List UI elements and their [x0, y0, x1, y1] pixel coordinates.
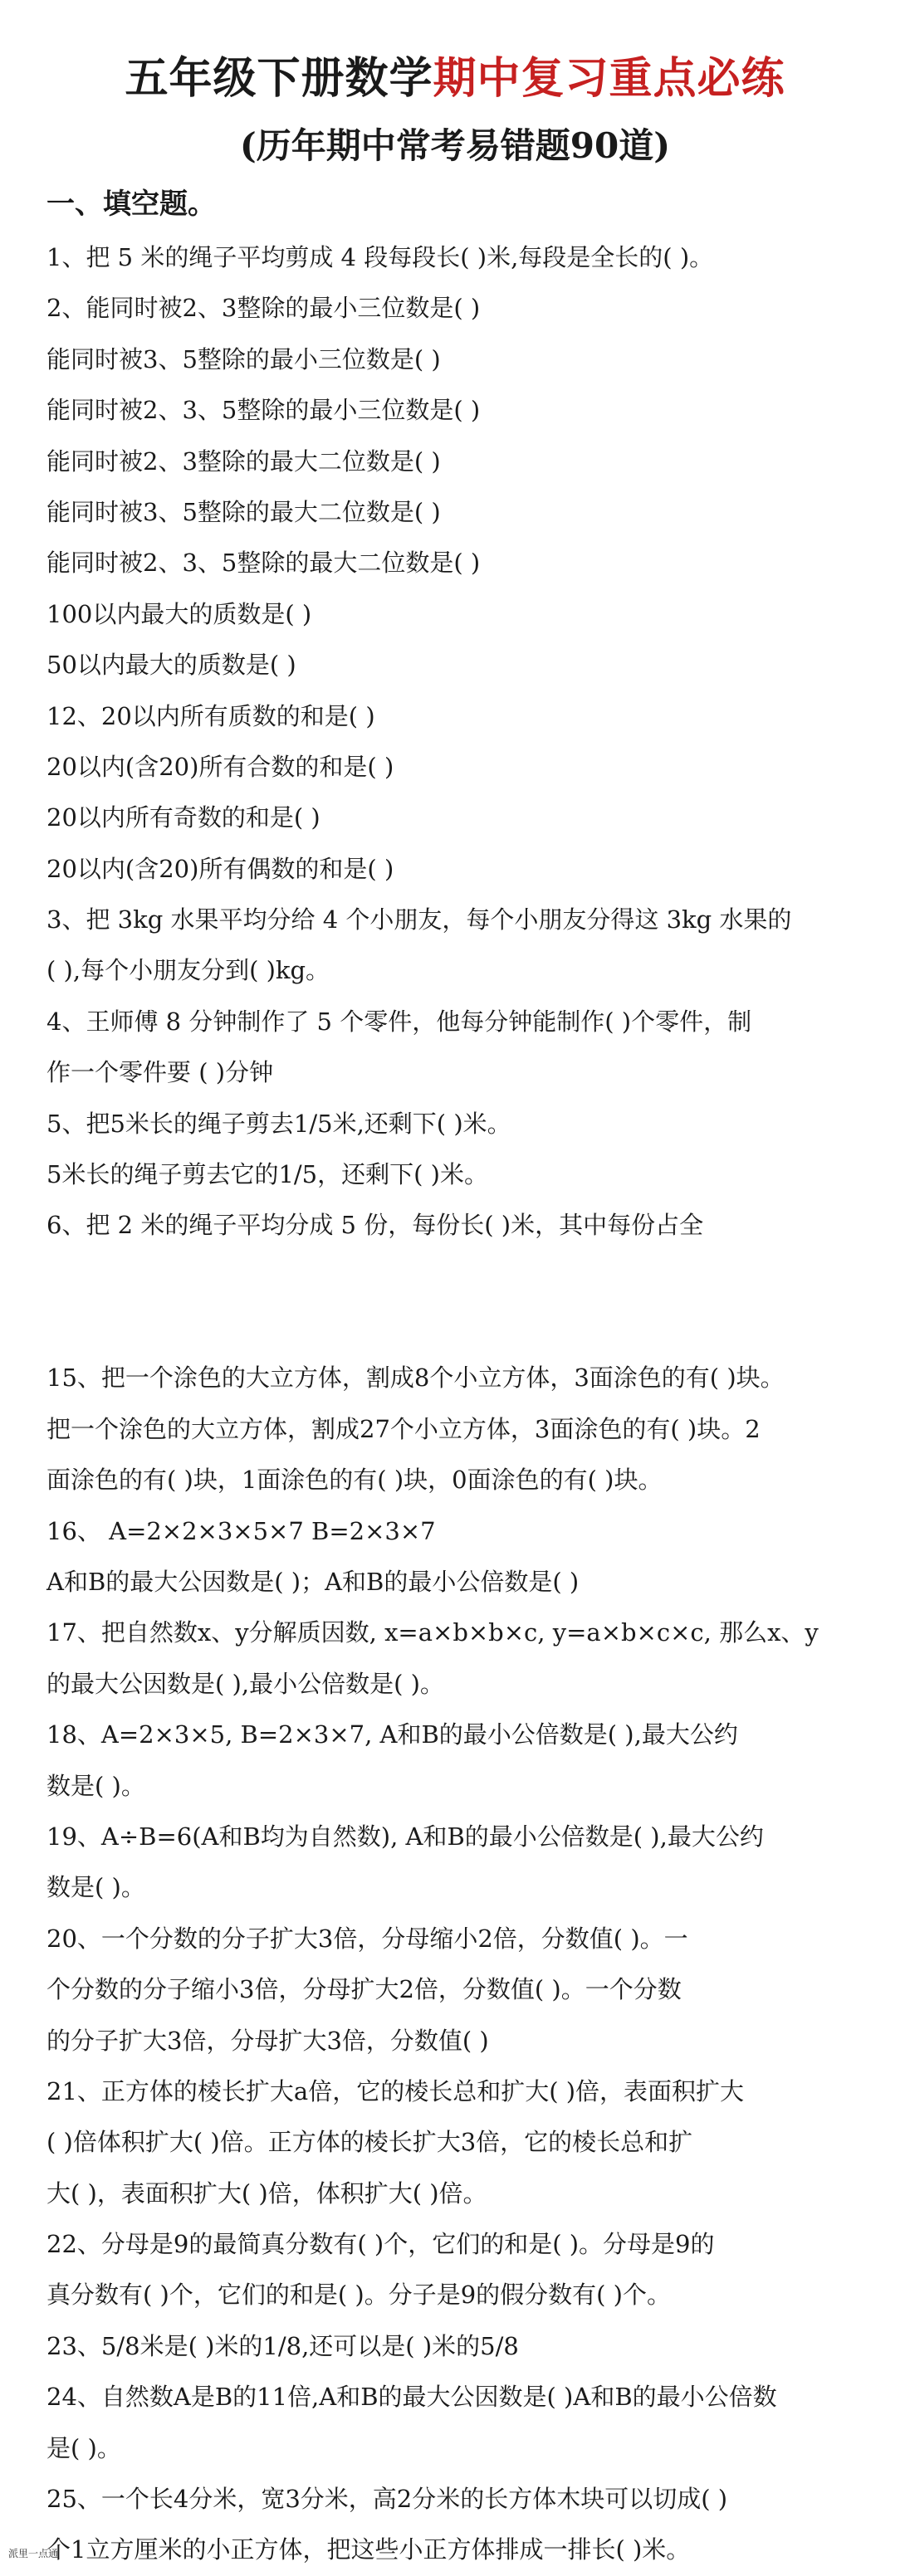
title-part-black: 五年级下册数学 — [125, 54, 433, 104]
question-line: 15、把一个涂色的大立方体，割成8个小立方体，3面涂色的有( )块。 — [46, 1364, 785, 1393]
question-line: 17、把自然数x、y分解质因数, x=a×b×b×c, y=a×b×c×c, 那么x、y — [46, 1618, 819, 1647]
question-line: 的最大公因数是( ),最小公倍数是( )。 — [46, 1669, 444, 1698]
question-line: 2、能同时被2、3整除的最小三位数是( ) — [46, 294, 481, 323]
question-line: 12、20以内所有质数的和是( ) — [46, 701, 375, 730]
question-line: 16、 A=2×2×3×5×7 B=2×3×7 — [46, 1516, 436, 1545]
question-line: 能同时被3、5整除的最大二位数是( ) — [46, 497, 441, 526]
question-line: 个分数的分子缩小3倍，分母扩大2倍，分数值( )。一个分数 — [46, 1975, 682, 2004]
footer-watermark: 派里一点通 — [8, 2548, 59, 2559]
question-line: 22、分母是9的最简真分数有( )个，它们的和是( )。分母是9的 — [46, 2230, 715, 2259]
question-line: 5、把5米长的绳子剪去1/5米,还剩下( )米。 — [46, 1109, 511, 1138]
question-line: 19、A÷B=6(A和B均为自然数), A和B的最小公倍数是( ),最大公约 — [46, 1822, 764, 1851]
question-line: 20以内(含20)所有偶数的和是( ) — [46, 854, 394, 883]
question-line: 大( )，表面积扩大( )倍，体积扩大( )倍。 — [46, 2178, 487, 2208]
question-list — [46, 232, 885, 2576]
question-line: 个1立方厘米的小正方体，把这些小正方体排成一排长( )米。 — [46, 2535, 691, 2564]
question-line: 6、把 2 米的绳子平均分成 5 份，每份长( )米，其中每份占全 — [46, 1211, 704, 1240]
question-line: 能同时被3、5整除的最小三位数是( ) — [46, 344, 441, 373]
question-line: 20以内所有奇数的和是( ) — [46, 803, 320, 832]
question-line: 4、王师傅 8 分钟制作了 5 个零件，他每分钟能制作( )个零件，制 — [46, 1007, 752, 1036]
question-line: 1、把 5 米的绳子平均剪成 4 段每段长( )米,每段是全长的( )。 — [46, 243, 714, 271]
question-line: 50以内最大的质数是( ) — [46, 651, 296, 680]
question-line: A和B的最大公因数是( )；A和B的最小公倍数是( ) — [46, 1567, 580, 1596]
question-line: 把一个涂色的大立方体，割成27个小立方体，3面涂色的有( )块。2 — [46, 1414, 761, 1443]
question-line: 数是( )。 — [46, 1873, 145, 1902]
question-line: 能同时被2、3整除的最大二位数是( ) — [46, 446, 441, 476]
page-subtitle: (历年期中常考易错题90道) — [239, 125, 671, 166]
question-line: 5米长的绳子剪去它的1/5，还剩下( )米。 — [46, 1160, 488, 1189]
question-line: 真分数有( )个，它们的和是( )。分子是9的假分数有( )个。 — [46, 2281, 671, 2310]
page-title — [0, 50, 910, 108]
question-line: 25、一个长4分米，宽3分米，高2分米的长方体木块可以切成( ) — [46, 2485, 728, 2514]
question-line: 18、A=2×3×5, B=2×3×7, A和B的最小公倍数是( ),最大公约 — [46, 1720, 738, 1749]
question-line: 作一个零件要 ( )分钟 — [46, 1058, 274, 1087]
question-line: 是( )。 — [46, 2433, 121, 2462]
question-line: 能同时被2、3、5整除的最大二位数是( ) — [46, 549, 481, 578]
question-line: 能同时被2、3、5整除的最小三位数是( ) — [46, 396, 481, 425]
question-line: 的分子扩大3倍，分母扩大3倍，分数值( ) — [46, 2026, 489, 2055]
question-line: 23、5/8米是( )米的1/8,还可以是( )米的5/8 — [46, 2331, 519, 2360]
question-line: ( ),每个小朋友分到( )kg。 — [46, 956, 330, 985]
question-line: 20以内(含20)所有合数的和是( ) — [46, 752, 394, 781]
title-part-red: 期中复习重点必练 — [433, 54, 785, 104]
question-line: 100以内最大的质数是( ) — [46, 599, 312, 628]
section-heading: 一、填空题。 — [46, 188, 216, 221]
question-line: 24、自然数A是B的11倍,A和B的最大公因数是( )A和B的最小公倍数 — [46, 2383, 777, 2412]
question-line: 面涂色的有( )块，1面涂色的有( )块，0面涂色的有( )块。 — [46, 1466, 663, 1495]
question-line: ( )倍体积扩大( )倍。正方体的棱长扩大3倍，它的棱长总和扩 — [46, 2128, 693, 2157]
question-line: 3、把 3kg 水果平均分给 4 个小朋友，每个小朋友分得这 3kg 水果的 — [46, 905, 792, 934]
question-line: 数是( )。 — [46, 1771, 145, 1800]
question-line: 20、一个分数的分子扩大3倍，分母缩小2倍，分数值( )。一 — [46, 1924, 688, 1953]
question-line: 21、正方体的棱长扩大a倍，它的棱长总和扩大( )倍，表面积扩大 — [46, 2076, 745, 2105]
